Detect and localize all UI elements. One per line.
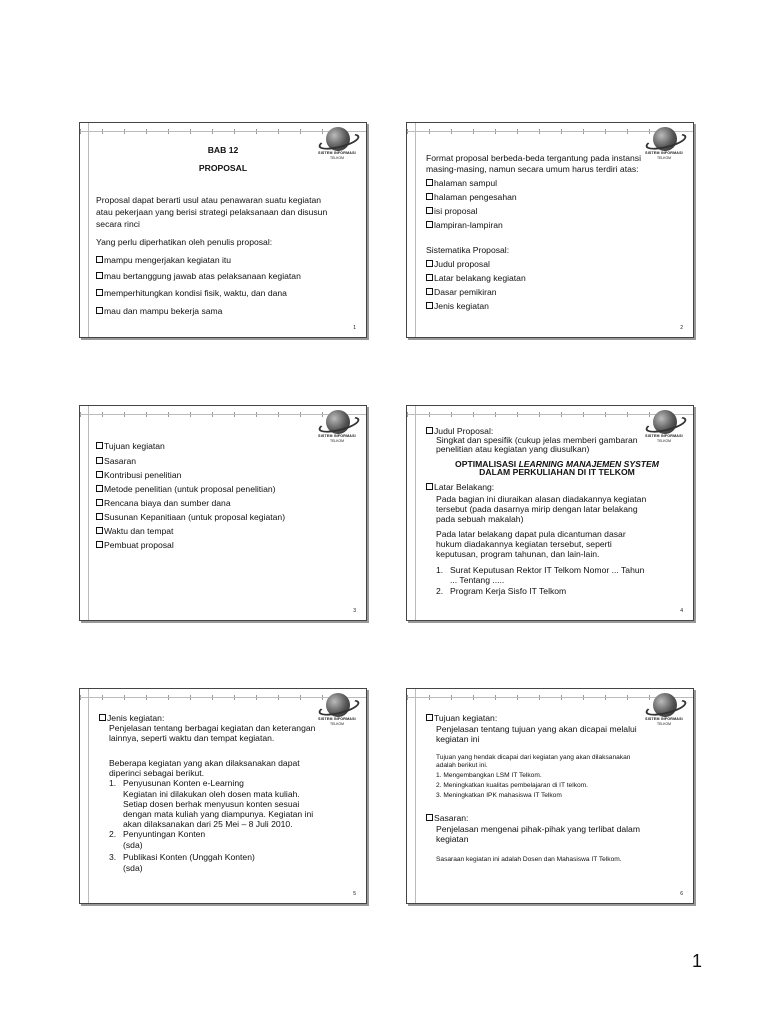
logo-subtext: TELKOM bbox=[657, 722, 671, 726]
logo-text: SISTEM INFORMASI bbox=[645, 434, 683, 438]
paragraph-line: akan dilaksanakan dari 25 Mei – 8 Juli 2010. bbox=[123, 819, 293, 829]
logo-text: SISTEM INFORMASI bbox=[318, 151, 356, 155]
bullet-item: Dasar pemikiran bbox=[426, 287, 497, 298]
paragraph-line: dengan mata kuliah yang diampunya. Kegiatan ini bbox=[123, 809, 314, 819]
slide-3 bbox=[79, 405, 367, 621]
bullet-item: halaman pengesahan bbox=[426, 192, 517, 203]
paragraph-line: penelitian atau kegiatan yang diusulkan) bbox=[436, 444, 590, 454]
bullet-item: Judul Proposal: bbox=[426, 426, 493, 437]
bullet-item: Jenis kegiatan bbox=[426, 301, 489, 312]
checkbox-bullet-icon bbox=[426, 714, 433, 721]
paragraph-line: lainnya, seperti waktu dan tempat kegiatan. bbox=[109, 733, 275, 743]
paragraph-line: Beberapa kegiatan yang akan dilaksanakan dapat bbox=[109, 758, 300, 768]
paragraph-line: Sasaraan kegiatan ini adalah Dosen dan Mahasiswa IT Telkom. bbox=[436, 856, 622, 863]
bullet-item: Kontribusi penelitian bbox=[96, 470, 181, 481]
checkbox-bullet-icon bbox=[96, 499, 103, 506]
bullet-item: Rencana biaya dan sumber dana bbox=[96, 498, 231, 509]
numbered-item: 1. Penyusunan Konten e-Learning bbox=[109, 778, 244, 788]
paragraph-line: atau pekerjaan yang berisi strategi pelaksanaan dan disusun bbox=[96, 207, 328, 217]
paragraph-line: Proposal dapat berarti usul atau penawaran suatu kegiatan bbox=[96, 195, 322, 205]
paragraph-line: ... Tentang ..... bbox=[450, 575, 505, 585]
checkbox-bullet-icon bbox=[426, 483, 433, 490]
checkbox-bullet-icon bbox=[426, 814, 433, 821]
paragraph-line: Singkat dan spesifik (cukup jelas memberi gambaran bbox=[436, 435, 638, 445]
logo-subtext: TELKOM bbox=[330, 156, 344, 160]
bullet-item: mau bertanggung jawab atas pelaksanaan kegiatan bbox=[96, 271, 301, 282]
paragraph-line: Kegiatan ini dilakukan oleh dosen mata kuliah. bbox=[123, 789, 300, 799]
paragraph-line: Tujuan yang hendak dicapai dari kegiatan yang akan dilaksanakan bbox=[436, 754, 631, 761]
paragraph-line: tersebut (pada dasarnya mirip dengan latar belakang bbox=[436, 504, 638, 514]
proposal-title-line: DALAM PERKULIAHAN DI IT TELKOM bbox=[479, 467, 635, 477]
checkbox-bullet-icon bbox=[99, 714, 106, 721]
slide-number: 6 bbox=[680, 891, 683, 897]
paragraph-line: hukum diadakannya kegiatan tersebut, seperti bbox=[436, 539, 612, 549]
telkom-logo bbox=[314, 693, 360, 735]
checkbox-bullet-icon bbox=[426, 221, 433, 228]
list-item: 1. Mengembangkan LSM IT Telkom. bbox=[436, 772, 542, 779]
proposal-title-line: OPTIMALISASI LEARNING MANAJEMEN SYSTEM bbox=[455, 459, 659, 469]
checkbox-bullet-icon bbox=[96, 513, 103, 520]
numbered-item: 3. Publikasi Konten (Unggah Konten) bbox=[109, 852, 255, 862]
slide-6 bbox=[406, 688, 694, 904]
bullet-item: Sasaran: bbox=[426, 813, 468, 824]
checkbox-bullet-icon bbox=[96, 457, 103, 464]
paragraph: Yang perlu diperhatikan oleh penulis proposal: bbox=[96, 237, 273, 247]
checkbox-bullet-icon bbox=[426, 427, 433, 434]
checkbox-bullet-icon bbox=[96, 527, 103, 534]
bullet-item: Jenis kegiatan: bbox=[99, 713, 164, 724]
bullet-item: Tujuan kegiatan: bbox=[426, 713, 497, 724]
slide-number: 1 bbox=[353, 325, 356, 331]
logo-text: SISTEM INFORMASI bbox=[318, 434, 356, 438]
slide-number: 4 bbox=[680, 608, 683, 614]
logo-text: SISTEM INFORMASI bbox=[645, 717, 683, 721]
logo-subtext: TELKOM bbox=[330, 722, 344, 726]
list-item: 3. Meningkatkan IPK mahasiswa IT Telkom bbox=[436, 792, 562, 799]
telkom-logo bbox=[314, 410, 360, 452]
logo-subtext: TELKOM bbox=[657, 156, 671, 160]
slide-4 bbox=[406, 405, 694, 621]
bullet-item: Waktu dan tempat bbox=[96, 526, 173, 537]
checkbox-bullet-icon bbox=[96, 289, 103, 296]
bullet-item: Tujuan kegiatan bbox=[96, 441, 165, 452]
paragraph-line: diperinci sebagai berikut. bbox=[109, 768, 205, 778]
paragraph-line: Penjelasan tentang tujuan yang akan dicapai melalui bbox=[436, 724, 637, 734]
list-item: 2. Meningkatkan kualitas pembelajaran di IT telkom. bbox=[436, 782, 588, 789]
checkbox-bullet-icon bbox=[426, 302, 433, 309]
checkbox-bullet-icon bbox=[96, 256, 103, 263]
paragraph-line: kegiatan ini bbox=[436, 734, 480, 744]
slide-subtitle: PROPOSAL bbox=[198, 163, 248, 173]
logo-subtext: TELKOM bbox=[657, 439, 671, 443]
paragraph-line: Pada bagian ini diuraikan alasan diadakannya kegiatan bbox=[436, 494, 647, 504]
paragraph-line: keputusan, program tahunan, dan lain-lain. bbox=[436, 549, 600, 559]
bullet-item: Metode penelitian (untuk proposal penelitian) bbox=[96, 484, 276, 495]
checkbox-bullet-icon bbox=[96, 541, 103, 548]
checkbox-bullet-icon bbox=[96, 307, 103, 314]
checkbox-bullet-icon bbox=[426, 260, 433, 267]
section-heading: Sistematika Proposal: bbox=[426, 245, 510, 255]
bullet-item: mampu mengerjakan kegiatan itu bbox=[96, 255, 231, 266]
slide-number: 3 bbox=[353, 608, 356, 614]
paragraph-line: (sda) bbox=[123, 840, 143, 850]
paragraph-line: masing-masing, namun secara umum harus terdiri atas: bbox=[426, 164, 639, 174]
paragraph-line: Penjelasan mengenai pihak-pihak yang terlibat dalam bbox=[436, 824, 640, 834]
slide-2 bbox=[406, 122, 694, 338]
bullet-item: halaman sampul bbox=[426, 178, 497, 189]
logo-subtext: TELKOM bbox=[330, 439, 344, 443]
bullet-item: memperhitungkan kondisi fisik, waktu, dan dana bbox=[96, 288, 287, 299]
paragraph-line: Format proposal berbeda-beda tergantung pada instansi bbox=[426, 153, 641, 163]
checkbox-bullet-icon bbox=[426, 207, 433, 214]
bullet-item: Latar Belakang: bbox=[426, 482, 494, 493]
numbered-item: 1. Surat Keputusan Rektor IT Telkom Nomor ... Tahun bbox=[436, 565, 645, 575]
telkom-logo bbox=[641, 410, 687, 452]
logo-text: SISTEM INFORMASI bbox=[318, 717, 356, 721]
page-number: 1 bbox=[691, 951, 702, 971]
paragraph-line: (sda) bbox=[123, 863, 143, 873]
paragraph-line: Setiap dosen berhak menyusun konten sesuai bbox=[123, 799, 300, 809]
slide-5 bbox=[79, 688, 367, 904]
numbered-item: 2. Penyuntingan Konten bbox=[109, 829, 206, 839]
paragraph-line: adalah berikut ini. bbox=[436, 762, 488, 769]
slide-number: 5 bbox=[353, 891, 356, 897]
slide-title: BAB 12 bbox=[207, 145, 239, 155]
bullet-item: lampiran-lampiran bbox=[426, 220, 503, 231]
paragraph-line: Penjelasan tentang berbagai kegiatan dan keterangan bbox=[109, 723, 316, 733]
checkbox-bullet-icon bbox=[96, 471, 103, 478]
telkom-logo bbox=[641, 693, 687, 735]
checkbox-bullet-icon bbox=[426, 274, 433, 281]
checkbox-bullet-icon bbox=[96, 272, 103, 279]
checkbox-bullet-icon bbox=[96, 442, 103, 449]
checkbox-bullet-icon bbox=[426, 193, 433, 200]
bullet-item: Latar belakang kegiatan bbox=[426, 273, 526, 284]
bullet-item: isi proposal bbox=[426, 206, 477, 217]
telkom-logo bbox=[641, 127, 687, 169]
bullet-item: Judul proposal bbox=[426, 259, 490, 270]
numbered-item: 2. Program Kerja Sisfo IT Telkom bbox=[436, 586, 567, 596]
slide-number: 2 bbox=[680, 325, 683, 331]
paragraph-line: pada sebuah makalah) bbox=[436, 514, 524, 524]
bullet-item: mau dan mampu bekerja sama bbox=[96, 306, 222, 317]
checkbox-bullet-icon bbox=[426, 288, 433, 295]
logo-text: SISTEM INFORMASI bbox=[645, 151, 683, 155]
paragraph-line: secara rinci bbox=[96, 219, 140, 229]
paragraph-line: kegiatan bbox=[436, 834, 469, 844]
checkbox-bullet-icon bbox=[96, 485, 103, 492]
checkbox-bullet-icon bbox=[426, 179, 433, 186]
slide-1 bbox=[79, 122, 367, 338]
bullet-item: Sasaran bbox=[96, 456, 136, 467]
bullet-item: Pembuat proposal bbox=[96, 540, 174, 551]
paragraph-line: Pada latar belakang dapat pula dicantuman dasar bbox=[436, 529, 626, 539]
bullet-item: Susunan Kepanitiaan (untuk proposal kegiatan) bbox=[96, 512, 285, 523]
